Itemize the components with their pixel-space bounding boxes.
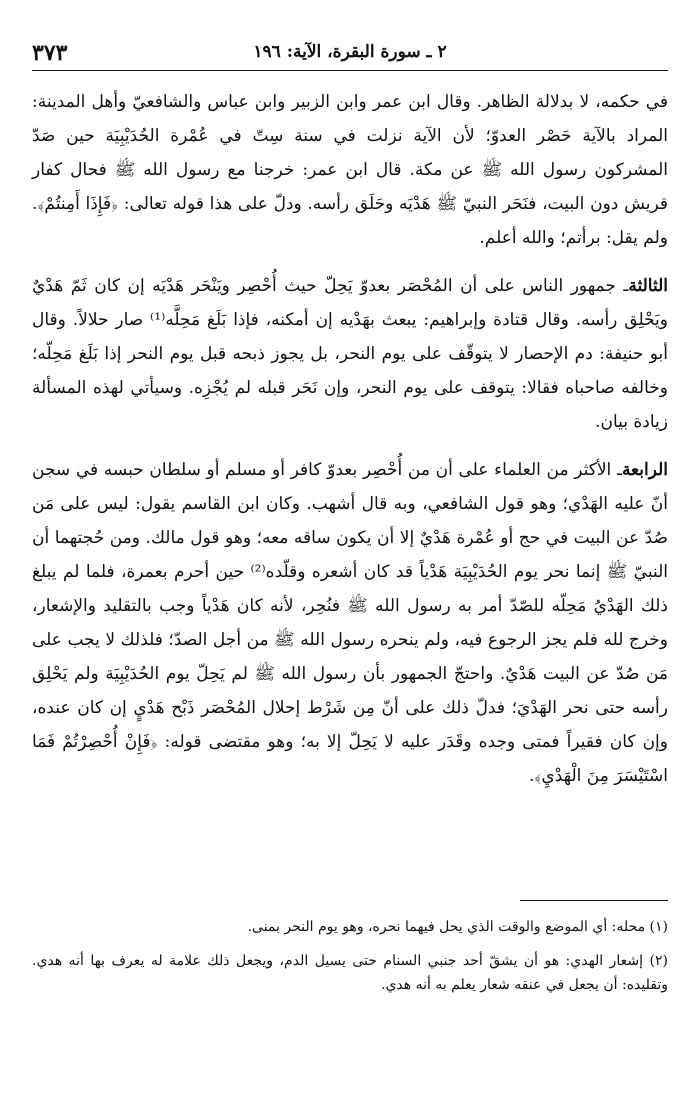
paragraph <box>32 85 668 255</box>
footnote-marker: (٢) <box>649 953 669 969</box>
paragraph-lead: الرابعة <box>621 460 668 480</box>
footnote-text: محله: أي الموضع والوقت الذي يحل فيهما نحره، وهو يوم النحر بمنى. <box>247 919 646 935</box>
page-header <box>32 40 668 71</box>
paragraph <box>32 269 668 439</box>
footnote-text: إشعار الهدي: هو أن يشقّ أحد جنبي السنام حتى يسيل الدم، ويجعل ذلك علامة له يعرف بها أنه هدي. وتقليده: أن يجعل في عنقه شعار يعلم به أنه هدي. <box>32 953 668 993</box>
footnotes <box>32 900 668 997</box>
paragraph-text: ـ جمهور الناس على أن المُحْصَر بعدوّ يَحِلّ حيث أُحْصِر ويَنْحَر هَدْيَه إن كان ثَمّ هَدْيٌ ويَحْلِق رأسه. وقال قتادة وإبراهيم: يبعث بهَدْيه إن أمكنه، فإذا بَلَغ مَحِلَّه⁽¹⁾ صار حلالاً. وقال أبو حنيفة: دم الإحصار لا يتوقّف على يوم النحر، بل يجوز ذبحه قبل يوم النحر إذا بَلَغ مَحِلّه؛ وخالفه صاحباه فقالا: يتوقف على يوم النحر، وإن نَحَر قبله لم يُجْزِه. وسيأتي لهذه المسألة زيادة بيان. <box>32 276 668 432</box>
paragraph <box>32 453 668 793</box>
footnote <box>32 915 668 939</box>
running-title: ٢ ـ سورة البقرة، الآية: ١٩٦ <box>253 42 447 62</box>
main-text <box>32 85 668 793</box>
paragraph-text: في حكمه، لا بدلالة الظاهر. وقال ابن عمر وابن الزبير وابن عباس والشافعيّ وأهل المدينة: المراد بالآية حَصْر العدوّ؛ لأن الآية نزلت في سنة سِتّ في عُمْرة الحُدَيْبِيَة حين صَدّ المشركون رسول الله ﷺ عن مكة. قال ابن عمر: خرجنا مع رسول الله ﷺ فحال كفار قريش دون البيت، فنَحَر النبيّ ﷺ هَدْيَه وحَلَق رأسه. ودلّ على هذا قوله تعالى: ﴿فَإِذَا أَمِنتُمْ﴾. ولم يقل: برأتم؛ والله أعلم. <box>32 92 668 248</box>
paragraph-lead: الثالثة <box>628 276 668 296</box>
footnote-marker: (١) <box>649 919 668 935</box>
page-number: ٣٧٣ <box>32 40 68 66</box>
paragraph-text: ـ الأكثر من العلماء على أن من أُحْصِر بعدوّ كافر أو مسلم أو سلطان حبسه في سجن أنّ عليه الهَدْي؛ وهو قول الشافعي، وبه قال أشهب. وكان ابن القاسم يقول: ليس على مَن صُدّ عن البيت في حج أو عُمْرة هَدْيٌ إلا أن يكون ساقه معه؛ وهو قول مالك. ومن حُجتهما أن النبيّ ﷺ إنما نحر يوم الحُدَيْبِيَة هَدْياً قد كان أشعره وقلّده⁽²⁾ حين أحرم بعمرة، فلما لم يبلغ ذلك الهَدْيُ مَحِلّه للصّدّ أمر به رسول الله ﷺ فنُحِر، لأنه كان هَدْياً وجب بالتقليد والإشعار، وخرج لله فلم يجز الرجوع فيه، ولم ينحره رسول الله ﷺ من أجل الصدّ؛ فلذلك لا يجب على مَن صُدّ عن البيت هَدْيٌ. واحتجّ الجمهور بأن رسول الله ﷺ لم يَحِلّ يوم الحُدَيْبِيَة ولم يَحْلِق رأسه حتى نحر الهَدْيَ؛ فدلّ ذلك على أنّ مِن شَرْط إحلال المُحْصَر ذَبْح هَدْيٍ إن كان عنده، وإن كان فقيراً فمتى وجده وقَدَر عليه لا يَحِلّ إلا به؛ وهو مقتضى قوله: ﴿فَإِنْ أُحْصِرْتُمْ فَمَا اسْتَيْسَرَ مِنَ الْهَدْيِ﴾. <box>32 460 668 786</box>
page <box>32 40 668 803</box>
footnote <box>32 949 668 997</box>
footnote-divider <box>520 900 668 901</box>
